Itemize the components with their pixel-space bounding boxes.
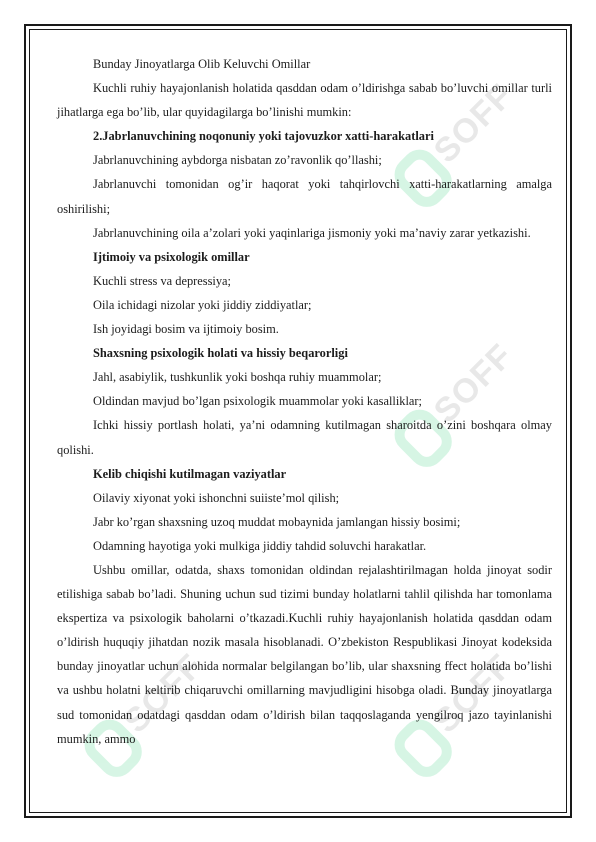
list-item: Oila ichidagi nizolar yoki jiddiy ziddiyatlar; bbox=[93, 297, 312, 312]
list-item: Jabrlanuvchi tomonidan og’ir haqorat yoki tahqirlovchi xatti-harakatlarning amalga oshirilishi; bbox=[57, 177, 552, 216]
list-item: Jabrlanuvchining aybdorga nisbatan zo’ravonlik qo’llashi; bbox=[93, 153, 382, 168]
list-item: Jabr ko’rgan shaxsning uzoq muddat mobaynida jamlangan hissiy bosimi; bbox=[93, 514, 461, 529]
paragraph: Kuchli ruhiy hayajonlanish holatida qasddan odam o’ldirishga sabab bo’luvchi omillar turli jihatlarga ega bo’lib, ular quyidagilarga bo’linishi mumkin: bbox=[57, 81, 552, 120]
list-item: Jahl, asabiylik, tushkunlik yoki boshqa ruhiy muammolar; bbox=[93, 370, 382, 385]
list-item: Oilaviy xiyonat yoki ishonchni suiiste’mol qilish; bbox=[93, 490, 340, 505]
list-item: Kuchli stress va depressiya; bbox=[93, 273, 231, 288]
list-item: Oldindan mavjud bo’lgan psixologik muammolar yoki kasalliklar; bbox=[93, 394, 422, 409]
section-heading: Kelib chiqishi kutilmagan vaziyatlar bbox=[93, 466, 287, 481]
list-item: Ichki hissiy portlash holati, ya’ni odamning kutilmagan sharoitda o’zini boshqara olmay qolishi. bbox=[57, 418, 552, 457]
section-heading: 2.Jabrlanuvchining noqonuniy yoki tajovuzkor xatti-harakatlari bbox=[93, 129, 434, 144]
section-heading: Ijtimoiy va psixologik omillar bbox=[93, 249, 250, 264]
watermark-text: SOFF bbox=[116, 646, 211, 741]
list-item: Ish joyidagi bosim va ijtimoiy bosim. bbox=[93, 322, 279, 337]
section-heading: Shaxsning psixologik holati va hissiy beqarorligi bbox=[93, 346, 348, 361]
paragraph: Ushbu omillar, odatda, shaxs tomonidan oldindan rejalashtirilmagan holda jinoyat sodir etilishiga sabab bo’ladi. Shuning uchun sud tizimi bunday holatlarni tahlil qilishda har tomonlama ekspertiza va psixologik baholarni o’tkazadi.Kuchli ruhiy hayajonlanish holatida qasddan odam o’ldirish huquqiy jihatdan nozik masala hisoblanadi. O’zbekiston Respublikasi Jinoyat kodeksida bunday jinoyatlar uchun alohida normalar belgilangan bo’lib, ular shaxsning ffect holatida bo’lishi va ushbu holatni keltirib chiqaruvchi omillarning mavjudligini hisobga oladi. Bunday jinoyatlarga sud tomonidan odatdagi qasddan odam o’ldirish bilan taqqoslaganda yengilroq jazo tayinlanishi mumkin, ammo bbox=[57, 562, 552, 746]
watermark-text: SOFF bbox=[426, 76, 521, 171]
list-item: Odamning hayotiga yoki mulkiga jiddiy tahdid soluvchi harakatlar. bbox=[93, 538, 427, 553]
document-body bbox=[57, 52, 552, 751]
document-heading: Bunday Jinoyatlarga Olib Keluvchi Omillar bbox=[93, 57, 311, 71]
watermark-text: SOFF bbox=[426, 336, 521, 431]
list-item: Jabrlanuvchining oila a’zolari yoki yaqinlariga jismoniy yoki ma’naviy zarar yetkazishi. bbox=[93, 225, 531, 240]
watermark-text: SOFF bbox=[426, 646, 521, 741]
